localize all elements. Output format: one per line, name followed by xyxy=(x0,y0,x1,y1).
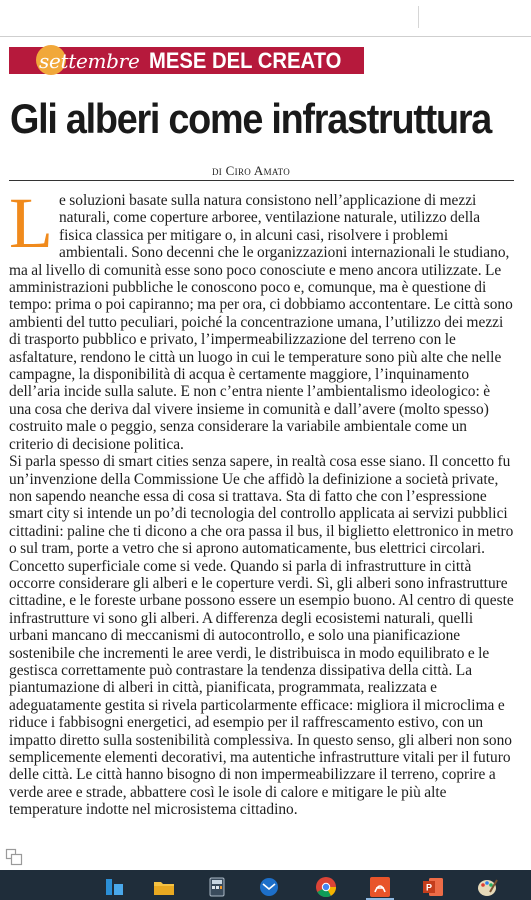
window-snap-icon[interactable] xyxy=(5,848,23,866)
article-headline: Gli alberi come infrastruttura xyxy=(10,95,492,142)
toolbar-separator xyxy=(418,6,419,28)
svg-text:P: P xyxy=(425,882,433,893)
kicker-month: settembre xyxy=(39,48,140,73)
calculator-icon[interactable] xyxy=(205,876,229,898)
acrobat-icon[interactable] xyxy=(368,876,392,898)
byline-author: Ciro Amato xyxy=(225,163,291,178)
section-kicker xyxy=(9,47,364,74)
chrome-icon[interactable] xyxy=(314,876,338,898)
article-page xyxy=(0,37,531,840)
windows-taskbar xyxy=(0,870,531,900)
powerpoint-icon[interactable] xyxy=(421,876,445,898)
paragraph-text: e soluzioni basate sulla natura consistono nell’applicazione di mezzi naturali, come coperture arboree, ventilazione naturale, utilizzo della fisica classica per mitigare o, in alcuni casi, risolvere i problemi ambientali. Sono decenni che le organizzazioni internazionali le studiano, ma al livello di comunità esse sono poco conosciute e meno ancora utilizzate. Le amministrazioni pubbliche le conoscono poco e, comunque, ma è questione di tempo: prima o poi capiranno; ma per ora, ci dobbiamo accontentare. Le città sono ambienti del tutto peculiari, poiché la concentrazione umana, l’utilizzo dei mezzi di trasporto pubblico e privato, l’impermeabilizzazione del terreno con le asfaltature, rendono le città un luogo in cui le temperature sono più alte che nelle campagne, la disponibilità di acqua è certamente maggiore, l’inquinamento dell’aria incide sulla salute. E non c’entra niente l’ambientalismo ideologico: è una cosa che deriva dal vivere insieme in comunità e dall’avere (molto spesso) costruito male o peggio, senza considerare la variabile ambientale come un criterio di decisione politica. xyxy=(9,192,513,453)
article-byline xyxy=(212,163,290,179)
article-paragraph xyxy=(9,183,514,453)
file-explorer-icon[interactable] xyxy=(103,876,127,898)
mail-icon[interactable] xyxy=(257,876,281,898)
browser-toolbar xyxy=(0,0,531,37)
folder-icon[interactable] xyxy=(152,876,176,898)
byline-divider xyxy=(9,180,514,181)
byline-prefix: di xyxy=(212,163,223,178)
article-body xyxy=(9,183,514,819)
drop-cap: L xyxy=(9,183,53,263)
kicker-title: MESE DEL CREATO xyxy=(149,47,342,73)
paint-icon[interactable] xyxy=(476,876,500,898)
article-paragraph: Si parla spesso di smart cities senza sapere, in realtà cosa esse siano. Il concetto fu un’invenzione della Commissione Ue che affidò la definizione a società private, non sapendo neanche essa di cosa si trattava. Sta di fatto che con l’espressione smart city si intende un po’di tecnologia del controllo applicata ai servizi pubblici cittadini: paline che ti dicono a che ora passa il bus, il biglietto elettronico in metro o sul tram, porte a vetro che si aprono automaticamente, bus elettrici circolari. Concetto superficiale come si vede. Quando si parla di infrastrutture in città occorre considerare gli alberi e le coperture verdi. Sì, gli alberi sono infrastrutture cittadine, e le foreste urbane possono essere un esempio buono. Al centro di queste infrastrutture vi sono gli alberi. A differenza degli ecosistemi naturali, quelli urbani mancano di meccanismi di autocontrollo, e solo una pianificazione sostenibile che incrementi le aree verdi, le distribuisca in modo equilibrato e le gestisca correttamente può contrastare la tendenza dissipativa della città. La piantumazione di alberi in città, pianificata, programmata, realizzata e adeguatamente gestita si rivela particolarmente efficace: migliora il microclima e riduce i fabbisogni energetici, ad esempio per il raffrescamento estivo, con un impatto diretto sulla sostenibilità complessiva. In questo senso, gli alberi non sono semplicemente elementi decorativi, ma autentiche infrastrutture vitali per il futuro delle città. Le città hanno bisogno di non impermeabilizzare il terreno, coprire a verde aree e strade, abbattere così le isole di calore e mitigare le più alte temperature indotte nel microsistema cittadino. xyxy=(9,453,514,819)
